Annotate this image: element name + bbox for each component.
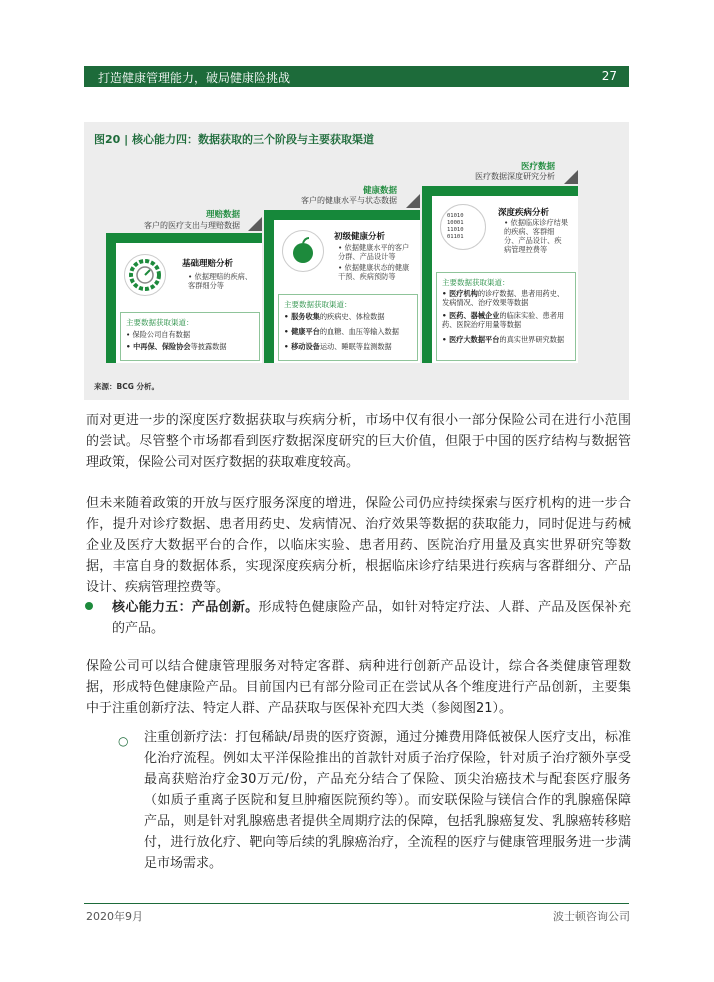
paragraph-1: 而对更进一步的深度医疗数据获取与疾病分析，市场中仅有很小一部分保险公司在进行小范围的尝试。尽管整个市场都看到医疗数据深度研究的巨大价值，但限于中国的医疗结构与数据管理政策，保险公司对医疗数据的获取难度较高。 bbox=[86, 413, 631, 470]
stage-3-channels bbox=[436, 272, 576, 361]
stage-2-bullet-2: 分群、产品设计等 bbox=[338, 252, 396, 261]
stair-step-2-top bbox=[264, 210, 420, 220]
category-health: 健康数据 bbox=[362, 186, 397, 196]
stair-step-1-side bbox=[106, 233, 116, 363]
channel-item: • 服务收集的疾病史、体检数据 bbox=[284, 312, 385, 321]
page-header bbox=[84, 66, 629, 87]
sub-bullet-innovative-therapy: 注重创新疗法：打包稀缺/昂贵的医疗资源，通过分摊费用降低被保人医疗支出，标准化治疗流程。例如太平洋保险推出的首款针对质子治疗保险，针对质子治疗额外享受最高获赔治疗金30万元/份，产品充分结合了保险、顶尖治癌技术与配套医疗服务（如质子重离子医院和复旦肿瘤医院预约等）。而安联保险与镁信合作的乳腺癌保障产品，则是针对乳腺癌患者提供全周期疗法的保障，包括乳腺癌复发、乳腺癌转移赔付，进行放化疗、靶向等后续的乳腺癌治疗，全流程的医疗与健康管理服务进一步满足市场需求。 bbox=[144, 730, 631, 871]
stage-2-bullet-1: • 依据健康水平的客户 bbox=[338, 243, 410, 252]
stair-corner-icon bbox=[248, 217, 262, 231]
channel-item: • 移动设备运动、睡眠等监测数据 bbox=[284, 342, 392, 351]
stage-3-bullet-4: 病管理控费等 bbox=[504, 245, 548, 254]
category-health-desc: 客户的健康水平与状态数据 bbox=[301, 196, 397, 205]
bullet-core-ability-5: 核心能力五：产品创新。形成特色健康险产品，如针对特定疗法、人群、产品及医保补充的产品。 bbox=[112, 600, 631, 636]
channel-item: • 健康平台的血糖、血压等输入数据 bbox=[284, 327, 399, 336]
apple-icon bbox=[282, 230, 324, 272]
figure-source: 来源：BCG 分析。 bbox=[94, 382, 159, 391]
channels-title: 主要数据获取渠道： bbox=[126, 318, 194, 327]
category-claims: 理赔数据 bbox=[205, 210, 240, 220]
stair-corner-icon bbox=[406, 194, 420, 208]
gear-gauge-icon bbox=[124, 254, 166, 296]
stage-3-bullet-2: 的疾病、客群细 bbox=[504, 227, 555, 236]
stage-3-bullet-3: 分、产品设计、疾 bbox=[504, 236, 562, 245]
stage-2-bullet-4: 干预、疾病预防等 bbox=[338, 272, 396, 281]
stair-step-1-top bbox=[106, 233, 262, 243]
footer-date: 2020年9月 bbox=[86, 910, 143, 923]
channel-item: • 医疗机构的诊疗数据、患者用药史、 bbox=[442, 289, 565, 298]
channel-item: • 医疗大数据平台的真实世界研究数据 bbox=[442, 335, 565, 344]
channels-title: 主要数据获取渠道： bbox=[442, 278, 510, 287]
stage-1-bullet-1: • 依据理赔的疾病、 bbox=[188, 272, 253, 281]
category-medical: 医疗数据 bbox=[520, 162, 555, 172]
stage-3-name: 深度疾病分析 bbox=[498, 208, 550, 218]
footer-org: 波士顿咨询公司 bbox=[553, 910, 630, 923]
figure-title: 图20 | 核心能力四：数据获取的三个阶段与主要获取渠道 bbox=[94, 133, 374, 146]
sub-bullet-marker: ○ bbox=[118, 734, 129, 748]
stage-2-channels bbox=[278, 294, 418, 361]
footer-divider bbox=[84, 903, 629, 904]
category-medical-desc: 医疗数据深度研究分析 bbox=[475, 172, 555, 181]
category-claims-desc: 客户的医疗支出与理赔数据 bbox=[144, 221, 240, 230]
figure-20 bbox=[84, 122, 629, 400]
stage-2-bullet-3: • 依据健康状态的健康 bbox=[338, 263, 410, 272]
stage-1-name: 基础理赔分析 bbox=[182, 259, 234, 269]
stage-1-bullet-2: 客群细分等 bbox=[188, 281, 224, 290]
channel-item: • 医药、器械企业的临床实验、患者用 bbox=[442, 311, 565, 320]
stair-step-2-side bbox=[264, 210, 274, 363]
page-number: 27 bbox=[601, 69, 617, 83]
channel-item: 药、医院治疗用量等数据 bbox=[442, 320, 522, 329]
header-title: 打造健康管理能力，破局健康险挑战 bbox=[98, 71, 291, 85]
stage-2-name: 初级健康分析 bbox=[334, 232, 386, 242]
stair-corner-icon bbox=[564, 170, 578, 184]
channels-title: 主要数据获取渠道： bbox=[284, 300, 352, 309]
paragraph-3: 保险公司可以结合健康管理服务对特定客群、病种进行创新产品设计，综合各类健康管理数据，形成特色健康险产品。目前国内已有部分险司正在尝试从各个维度进行产品创新，主要集中于注重创新疗法、特定人群、产品获取与医保补充四大类（参阅图21）。 bbox=[86, 659, 631, 716]
stair-step-3-top bbox=[422, 186, 578, 196]
bullet-dot bbox=[85, 602, 93, 610]
stair-step-3-side bbox=[422, 186, 432, 363]
stage-1-channels bbox=[120, 312, 260, 361]
stage-3-bullet-1: • 依据临床诊疗结果 bbox=[504, 218, 569, 227]
paragraph-2: 但未来随着政策的开放与医疗服务深度的增进，保险公司仍应持续探索与医疗机构的进一步合作，提升对诊疗数据、患者用药史、发病情况、治疗效果等数据的获取能力，同时促进与药械企业及医疗大数据平台的合作，以临床实验、患者用药、医院治疗用量及真实世界研究等数据，丰富自身的数据体系，实现深度疾病分析，根据临床诊疗结果进行疾病与客群细分、产品设计、疾病管理控费等。 bbox=[86, 496, 631, 595]
binary-data-icon: 01010 10001 11010 01101 bbox=[440, 204, 486, 250]
channel-item: • 保险公司自有数据 bbox=[126, 330, 191, 339]
channel-item: • 中再保、保险协会等披露数据 bbox=[126, 342, 227, 351]
channel-item: 发病情况、治疗效果等数据 bbox=[442, 298, 529, 307]
